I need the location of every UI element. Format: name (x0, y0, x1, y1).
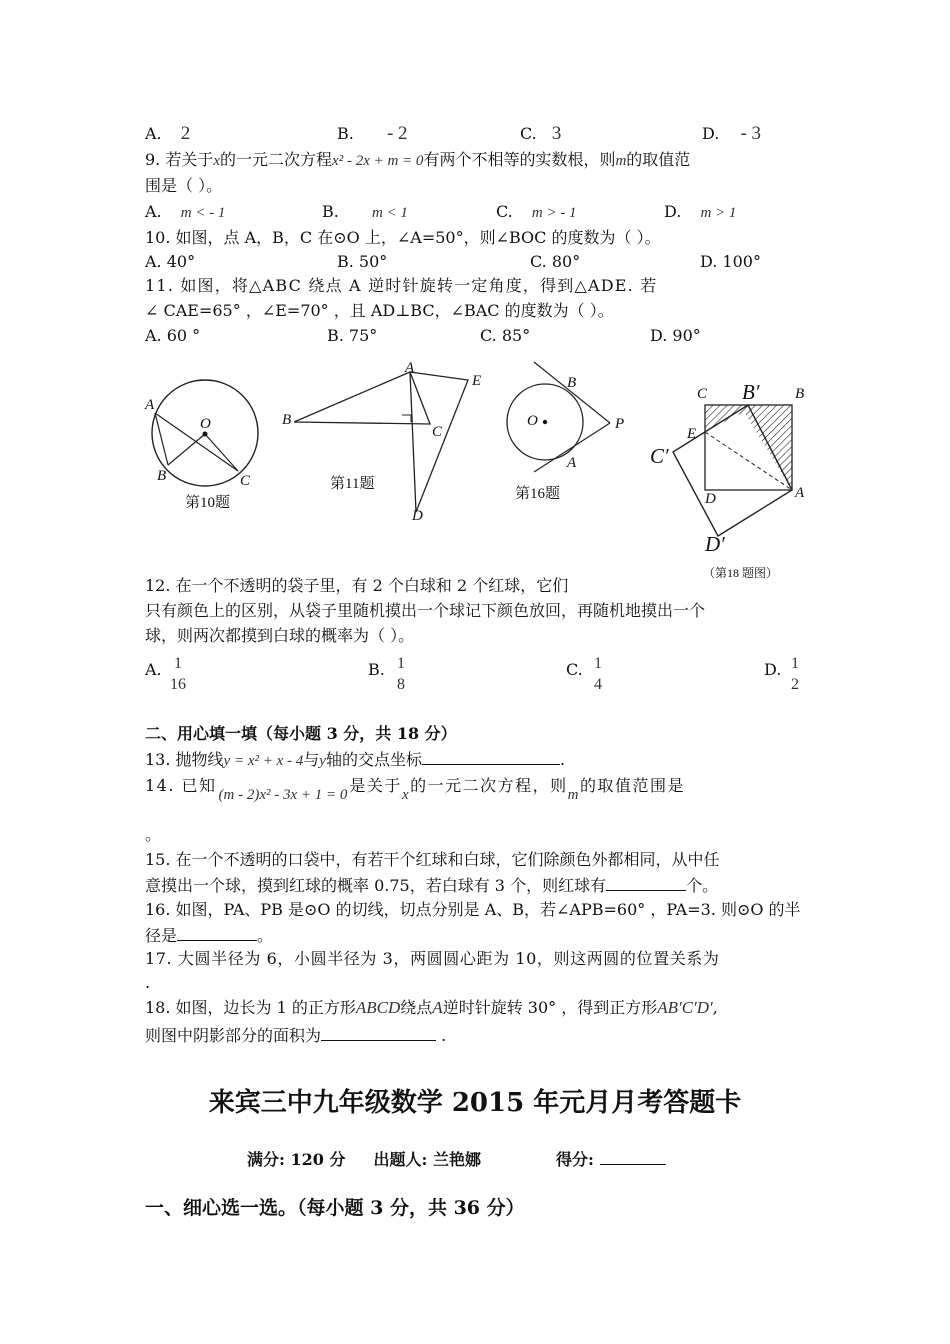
q11-option-d: D. 90° (650, 326, 701, 345)
q13-answer-blank (422, 748, 560, 765)
q16-line2: 径是 。 (145, 926, 274, 945)
fig18-label-c: C (697, 386, 708, 402)
fig16-label-a: A (567, 455, 577, 471)
section1-heading: 一、细心选一选。（每小题 3 分，共 36 分） (145, 1197, 525, 1219)
figure-18 (660, 380, 810, 540)
fig18-label-a: A (795, 485, 805, 501)
q17-line1: 17. 大圆半径为 6，小圆半径为 3，两圆圆心距为 10，则这两圆的位置关系为 (145, 949, 720, 968)
q12-option-c-fraction: 1 4 (594, 655, 602, 693)
fig11-label-c: C (432, 424, 443, 440)
q11-option-a: A. 60 ° (145, 326, 201, 345)
fig18-caption: （第18 题图） (703, 566, 779, 580)
q12-option-d-label: D. (764, 660, 782, 679)
q11-option-c: C. 85° (480, 326, 531, 345)
fig18-label-b: B (795, 386, 805, 402)
q12-line2: 只有颜色上的区别，从袋子里随机摸出一个球记下颜色放回，再随机地摸出一个 (145, 601, 706, 620)
fig16-center (543, 420, 547, 424)
q10-option-d: D. 100° (700, 252, 761, 271)
fig18-label-d: D (705, 491, 716, 507)
fig11-label-a: A (405, 360, 415, 376)
q11-line2: ∠ CAE=65° ，∠E=70° ，且 AD⊥BC，∠BAC 的度数为（ ）。 (145, 301, 614, 320)
figure-16 (500, 360, 630, 480)
q15-line2: 意摸出一个球，摸到红球的概率 0.75，若白球有 3 个，则红球有 个。 (145, 876, 719, 895)
q9-line2: 围是（ ）。 (145, 176, 223, 195)
fig11-label-b: B (282, 412, 292, 428)
fig11-label-d: D (412, 508, 423, 524)
fig10-label-a: A (145, 397, 155, 413)
q8-option-b: B. - 2 (337, 123, 408, 144)
q10-option-a: A. 40° (145, 252, 196, 271)
q9-option-a: A. m < - 1 (145, 202, 226, 221)
q12-option-d-fraction: 1 2 (791, 655, 799, 693)
q10-option-c: C. 80° (530, 252, 581, 271)
q11-option-b: B. 75° (327, 326, 378, 345)
q8-option-a: A. 2 (145, 123, 191, 144)
q11-line1: 11. 如图，将△ABC 绕点 A 逆时针旋转一定角度，得到△ADE. 若 (145, 276, 658, 295)
fig11-label-e: E (472, 373, 482, 389)
fig11-triangle-abc (294, 372, 430, 424)
fig10-label-o: O (200, 416, 211, 432)
q12-option-b-fraction: 1 8 (397, 655, 405, 693)
score-blank (600, 1148, 666, 1165)
fig10-label-c: C (240, 473, 251, 489)
q14-line2: 。 (145, 825, 162, 844)
q10-text: 10. 如图，点 A，B，C 在⊙O 上，∠A=50°，则∠BOC 的度数为（ ）。 (145, 228, 661, 247)
q15-line1: 15. 在一个不透明的口袋中，有若干个红球和白球，它们除颜色外都相同，从中任 (145, 850, 720, 869)
q15-answer-blank (606, 874, 686, 891)
fig18-label-b-prime: B′ (742, 380, 760, 404)
answer-card-title: 来宾三中九年级数学 2015 年元月月考答题卡 (208, 1088, 742, 1118)
q18-line2: 则图中阴影部分的面积为 . (145, 1026, 447, 1045)
q9-option-c: C. m > - 1 (496, 202, 577, 221)
fig16-caption: 第16题 (515, 486, 561, 502)
q17-line2: . (145, 973, 151, 992)
fig18-label-d-prime: D′ (705, 532, 725, 556)
section2-heading: 二、用心填一填（每小题 3 分，共 18 分） (145, 724, 457, 743)
q14-text: 14. 已知 (m - 2)x² - 3x + 1 = 0 是关于x的一元二次方程，则m的取值范围是 (145, 776, 685, 803)
q13-text: 13. 抛物线y = x² + x - 4与y轴的交点坐标 . (145, 750, 566, 769)
fig16-label-b: B (567, 375, 577, 391)
q12-option-a-fraction: 1 16 (170, 655, 186, 693)
fig18-label-c-prime: C′ (650, 444, 669, 468)
q8-option-d: D. - 3 (702, 123, 762, 144)
fig18-label-e: E (687, 426, 697, 442)
q12-line1: 12. 在一个不透明的袋子里，有 2 个白球和 2 个红球，它们 (145, 576, 569, 595)
fig11-caption: 第11题 (330, 476, 375, 492)
q16-answer-blank (177, 924, 257, 941)
q12-option-a-label: A. (145, 660, 162, 679)
q9-line1: 9. 若关于x的一元二次方程x² - 2x + m = 0有两个不相等的实数根，则m的取值范 (145, 150, 691, 169)
q8-option-c: C. 3 (520, 123, 562, 144)
q12-option-c-label: C. (566, 660, 583, 679)
q9-option-b: B. m < 1 (322, 202, 408, 221)
q12-line3: 球，则两次都摸到白球的概率为（ ）。 (145, 626, 415, 645)
q18-line1: 18. 如图，边长为 1 的正方形ABCD绕点A逆时针旋转 30° ，得到正方形AB′C′D′, (145, 998, 718, 1017)
fig16-label-p: P (615, 416, 625, 432)
fig16-label-o: O (527, 413, 538, 429)
q18-answer-blank (321, 1024, 436, 1041)
answer-card-info: 满分: 120 分 出题人: 兰艳娜 得分: (247, 1148, 666, 1170)
fig10-caption: 第10题 (185, 495, 231, 511)
q12-option-b-label: B. (368, 660, 385, 679)
q10-option-b: B. 50° (337, 252, 388, 271)
q16-line1: 16. 如图，PA、PB 是⊙O 的切线，切点分别是 A、B，若∠APB=60° ，PA=3. 则⊙O 的半 (145, 900, 801, 919)
fig10-label-b: B (157, 468, 167, 484)
figure-11 (280, 360, 500, 530)
q9-option-d: D. m > 1 (664, 202, 737, 221)
